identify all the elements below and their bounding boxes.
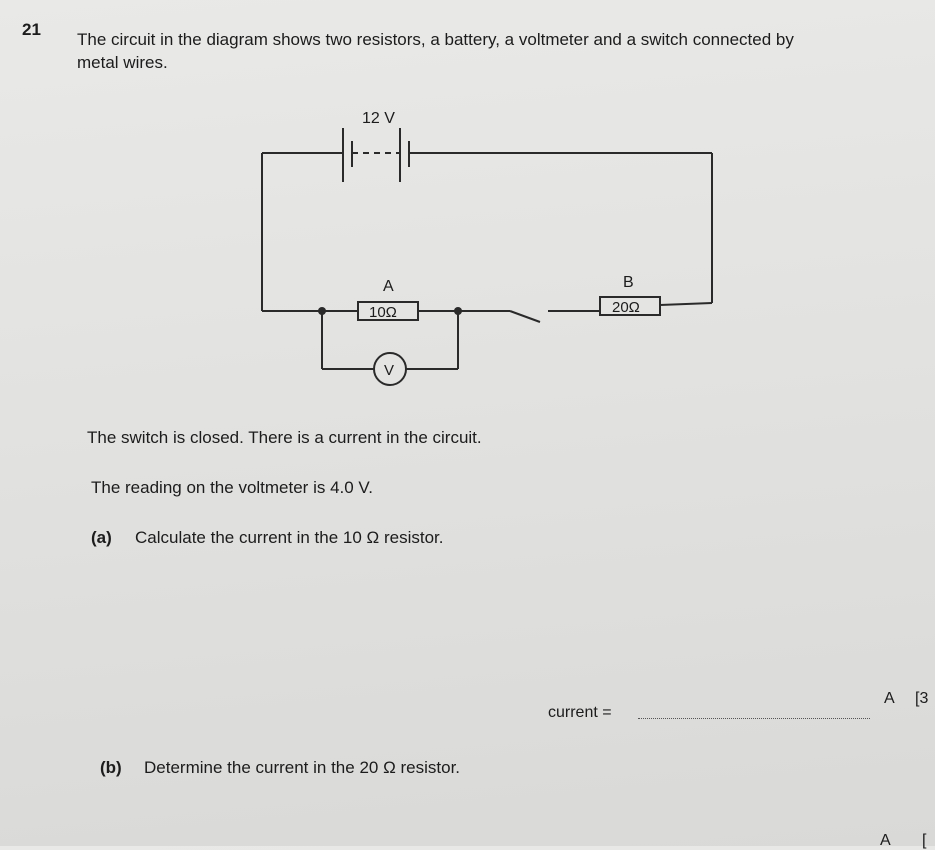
switch-blade [510, 311, 540, 322]
junction-dot-right [454, 307, 462, 315]
part-a-marks: [3 [915, 690, 929, 707]
part-b-marks: [ [922, 832, 927, 849]
circuit-diagram [0, 0, 935, 420]
resistor-a-value: 10Ω [369, 304, 397, 321]
battery-label: 12 V [362, 110, 395, 127]
bottom-wire-far-right [660, 303, 712, 305]
question-number: 21 [22, 20, 41, 39]
question-intro-line-1: The circuit in the diagram shows two resistors, a battery, a voltmeter and a switch connected by [77, 30, 794, 49]
part-a-label: (a) [91, 528, 112, 547]
voltmeter-symbol: V [384, 362, 395, 379]
resistor-b-value: 20Ω [612, 299, 640, 316]
resistor-b-label: B [623, 274, 634, 291]
part-a-text: Calculate the current in the 10 Ω resistor. [135, 528, 444, 547]
part-b-label: (b) [100, 758, 122, 777]
current-answer-label: current = [548, 704, 612, 721]
question-intro-line-2: metal wires. [77, 53, 168, 72]
statement-voltmeter-reading: The reading on the voltmeter is 4.0 V. [91, 478, 373, 497]
junction-dot-left [318, 307, 326, 315]
part-b-text: Determine the current in the 20 Ω resistor. [144, 758, 461, 777]
statement-switch-closed: The switch is closed. There is a current in the circuit. [87, 428, 482, 447]
current-answer-line[interactable] [638, 718, 870, 719]
resistor-a-label: A [383, 278, 394, 295]
part-b-unit: A [880, 832, 891, 849]
part-a-unit: A [884, 690, 895, 707]
